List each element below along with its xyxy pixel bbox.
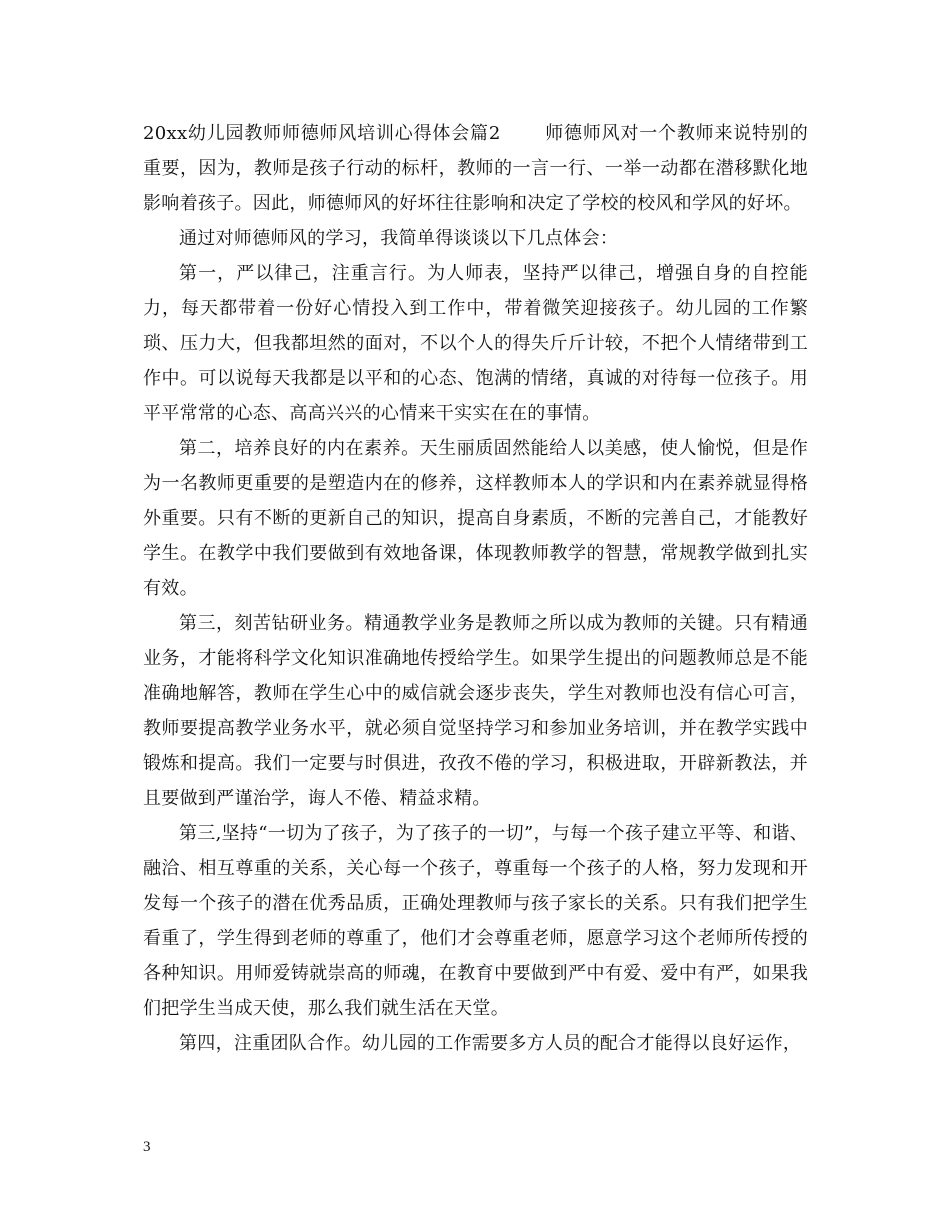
paragraph-7: 第四，注重团队合作。幼儿园的工作需要多方人员的配合才能得以良好运作， xyxy=(179,1033,802,1054)
paragraph-6: 第三,坚持“一切为了孩子，为了孩子的一切”，与每一个孩子建立平等、和谐、融洽、相互尊重的关系，关心每一个孩子，尊重每一个孩子的人格，努力发现和开发每一个孩子的潜在优秀品质，正确处理教师与孩子家长的关系。只有我们把学生看重了，学生得到老师的尊重了，他们才会尊重老师，愿意学习这个老师所传授的各种知识。用师爱铸就崇高的师魂，在教育中要做到严中有爱、爱中有严，如果我们把学生当成天使，那么我们就生活在天堂。 xyxy=(143,823,808,1019)
paragraph-3: 第一，严以律己，注重言行。为人师表，坚持严以律己，增强自身的自控能力，每天都带着一份好心情投入到工作中，带着微笑迎接孩子。幼儿园的工作繁琐、压力大，但我都坦然的面对，不以个人的得失斤斤计较，不把个人情绪带到工作中。可以说每天我都是以平和的心态、饱满的情绪，真诚的对待每一位孩子。用平平常常的心态、高高兴兴的心情来干实实在在的事情。 xyxy=(143,263,808,424)
paragraph-5: 第三，刻苦钻研业务。精通教学业务是教师之所以成为教师的关键。只有精通业务，才能将科学文化知识准确地传授给学生。如果学生提出的问题教师总是不能准确地解答，教师在学生心中的威信就会逐步丧失，学生对教师也没有信心可言，教师要提高教学业务水平，就必须自觉坚持学习和参加业务培训，并在教学实践中锻炼和提高。我们一定要与时俱进，孜孜不倦的学习，积极进取，开辟新教法，并且要做到严谨治学，诲人不倦、精益求精。 xyxy=(143,613,808,809)
paragraph-4: 第二，培养良好的内在素养。天生丽质固然能给人以美感，使人愉悦，但是作为一名教师更重要的是塑造内在的修养，这样教师本人的学识和内在素养就显得格外重要。只有不断的更新自己的知识，提高自身素质，不断的完善自己，才能教好学生。在教学中我们要做到有效地备课，体现教师教学的智慧，常规教学做到扎实有效。 xyxy=(143,438,808,599)
document-body xyxy=(143,116,808,1061)
paragraph-1: 20xx幼儿园教师师德师风培训心得体会篇2 师德师风对一个教师来说特别的重要，因为，教师是孩子行动的标杆，教师的一言一行、一举一动都在潜移默化地影响着孩子。因此，师德师风的好坏往往影响和决定了学校的校风和学风的好坏。 xyxy=(143,123,808,214)
page-number: 3 xyxy=(143,1139,151,1155)
paragraph-2: 通过对师德师风的学习，我简单得谈谈以下几点体会： xyxy=(179,228,619,249)
